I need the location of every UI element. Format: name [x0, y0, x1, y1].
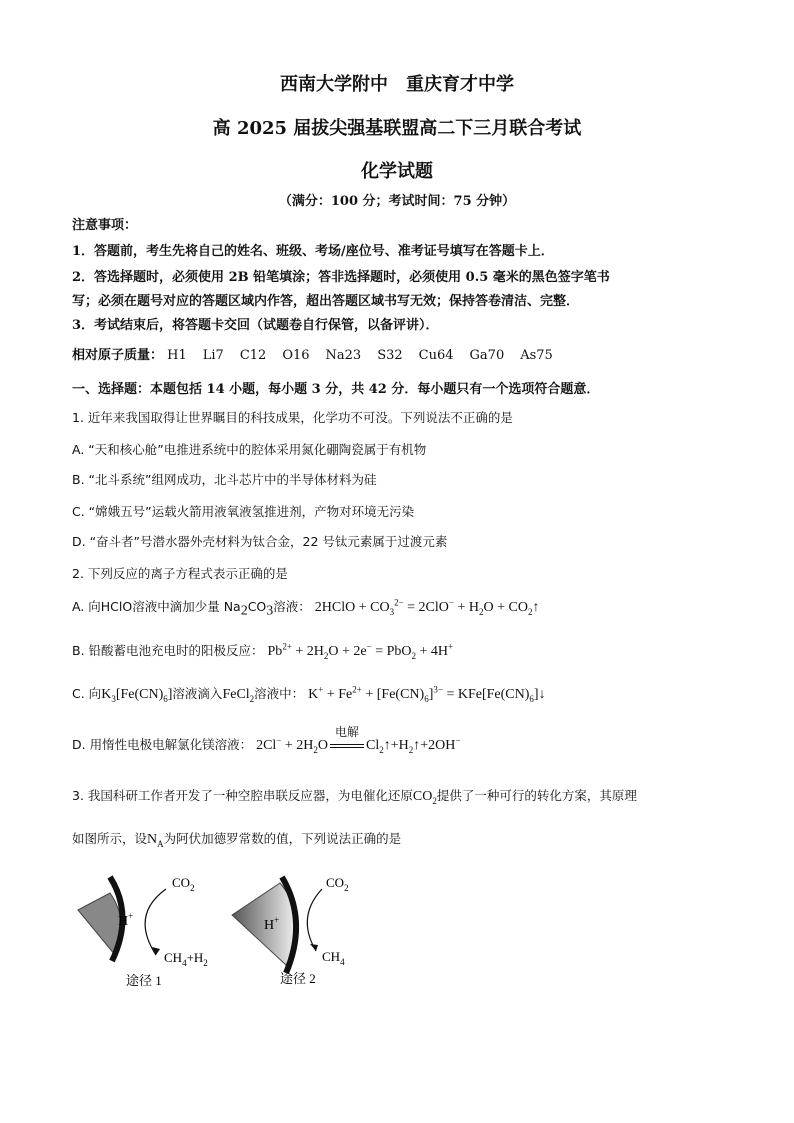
school-name-2: 重庆育才中学 [406, 74, 514, 95]
atomic-mass-value: Ga70 [469, 348, 505, 363]
equation-b: $Pb^{2+} + 2H_2O + 2e^- = PbO_2 + 4H^+$ [267, 641, 454, 661]
notes-heading: 注意事项： [72, 218, 138, 233]
atomic-mass-list [167, 348, 569, 363]
reaction-arrow-1 [145, 889, 166, 955]
pathway-1-diagram [78, 875, 208, 988]
school-name: 西南大学附中 [280, 74, 388, 95]
exam-info: （满分：100 分；考试时间：75 分钟） [278, 194, 516, 209]
question-2-option-b: B. 铅酸蓄电池充电时的阳极反应： $Pb^{2+} + 2H_2O + 2e^- = PbO_2 + 4H^+$ [72, 641, 454, 661]
proton-label-1: H+ [118, 911, 134, 929]
equation-d: $2Cl^- + 2H_2O$ 电解 $Cl_2↑+H_2↑+2OH^-$ [256, 725, 461, 755]
section-heading: 一、选择题：本题包括 14 小题，每小题 3 分，共 42 分．每小题只有一个选项符合题意． [72, 382, 600, 397]
atomic-mass-value: C12 [239, 348, 267, 363]
note-item: 写；必须在题号对应的答题区域内作答，超出答题区域书写无效；保持答卷清洁、完整． [72, 294, 580, 309]
proton-label-2: H+ [264, 915, 280, 933]
question-1-stem: 1. 近年来我国取得让世界瞩目的科技成果，化学功不可没。下列说法不正确的是 [72, 410, 513, 425]
co2-label-1: $CO_2$ [172, 875, 195, 893]
atomic-mass-value: H1 [167, 348, 187, 363]
cavity-sector-1 [78, 893, 121, 955]
atomic-mass-value: As75 [520, 348, 553, 363]
question-3-line-2: 如图所示，设$N_A$为阿伏加德罗常数的值，下列说法正确的是 [72, 831, 402, 849]
electrolysis-condition: 电解 [335, 725, 360, 739]
equation-a: 2HClO + $CO_3^{2-} = 2ClO^- + H_2O$ + $CO_2↑$ [314, 597, 540, 617]
question-1-option-d: D. “奋斗者”号潜水器外壳材料为钛合金，22 号钛元素属于过渡元素 [72, 534, 448, 549]
question-2-option-c: C. 向$K_3[Fe(CN)_6]$溶液滴入FeCl$_2$溶液中： $K^+ + Fe^{2+} + [Fe(CN)_6]^{3-}$ = $KFe[Fe(CN)_6]↓$ [72, 684, 546, 704]
question-2-option-a: A. 向HClO溶液中滴加少量 $Na_2CO_3$溶液： 2HClO + $CO_3^{2-} = 2ClO^- + H_2O$ + $CO_2↑$ [72, 597, 540, 619]
exam-title: 高 2025 届拔尖强基联盟高二下三月联合考试 [212, 118, 582, 139]
atomic-mass-value: O16 [282, 348, 310, 363]
question-2-option-d: D. 用惰性电极电解氯化镁溶液： $2Cl^- + 2H_2O$ 电解 $Cl_2↑+H_2↑+2OH^-$ [72, 725, 461, 755]
atomic-mass-value: Li7 [202, 348, 224, 363]
atomic-mass-value: Cu64 [418, 348, 454, 363]
note-item: 2．答选择题时，必须使用 2B 铅笔填涂；答非选择题时，必须使用 0.5 毫米的黑色签字笔书 [72, 270, 610, 285]
question-2-stem: 2. 下列反应的离子方程式表示正确的是 [72, 566, 288, 581]
note-item: 3．考试结束后，将答题卡交回（试题卷自行保管，以备评讲）． [72, 318, 439, 333]
pathway-2-label: 途径 2 [280, 971, 316, 986]
atomic-mass-value: S32 [377, 348, 403, 363]
pathway-2-diagram [232, 875, 349, 986]
atomic-mass-label: 相对原子质量： [72, 348, 164, 363]
co2-label-2: $CO_2$ [326, 875, 349, 893]
reaction-arrow-2 [307, 889, 322, 951]
pathway-1-label: 途径 1 [126, 973, 162, 988]
atomic-mass-value: Na23 [325, 348, 362, 363]
atomic-mass-row [72, 344, 569, 363]
school-header [0, 70, 794, 96]
subject-title: 化学试题 [361, 161, 433, 182]
question-1-option-b: B. “北斗系统”组网成功，北斗芯片中的半导体材料为硅 [72, 472, 377, 487]
equation-c: $K^+ + Fe^{2+} + [Fe(CN)_6]^{3-}$ = $KFe[Fe(CN)_6]↓$ [308, 684, 546, 704]
product-label-2: $CH_4$ [322, 949, 345, 967]
question-1-option-c: C. “嫦娥五号”运载火箭用液氧液氢推进剂，产物对环境无污染 [72, 504, 415, 519]
product-label-1: $CH_4+H_2$ [164, 950, 208, 968]
question-1-option-a: A. “天和核心舱”电推进系统中的腔体采用氮化硼陶瓷属于有机物 [72, 442, 427, 457]
note-item: 1．答题前，考生先将自己的姓名、班级、考场/座位号、准考证号填写在答题卡上． [72, 244, 554, 259]
reactor-figure [60, 865, 380, 995]
question-3-line-1: 3. 我国科研工作者开发了一种空腔串联反应器，为电催化还原$CO_2$提供了一种可行的转化方案，其原理 [72, 788, 637, 806]
